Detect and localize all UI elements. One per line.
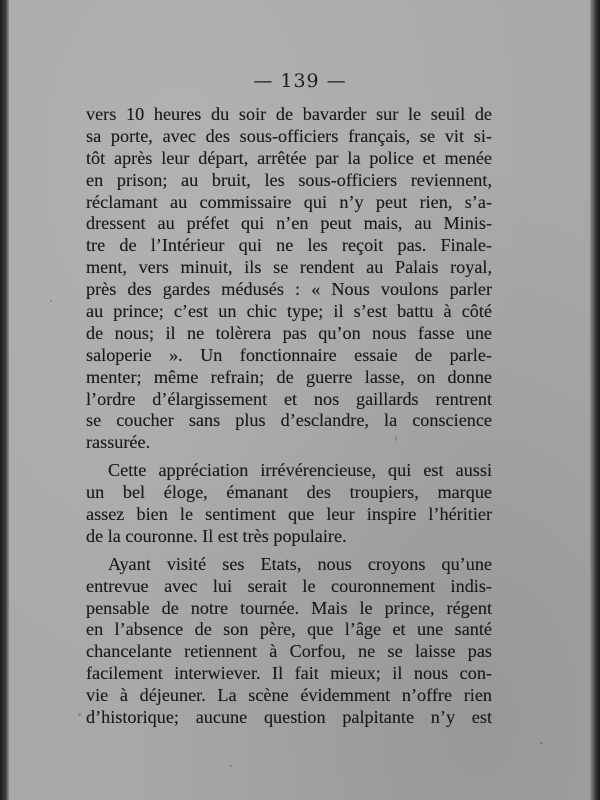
text-line: pensable de notre tournée. Mais le prince, régent	[86, 597, 492, 618]
text-line: se coucher sans plus d’esclandre, la conscience	[86, 410, 492, 431]
paper-speck	[395, 436, 397, 441]
page-right-shadow	[590, 0, 600, 800]
text-line: tôt après leur départ, arrêtée par la police et menée	[86, 147, 492, 168]
page-left-shadow	[0, 0, 9, 800]
body-text	[86, 104, 492, 729]
text-line: d’historique; aucune question palpitante n’y est	[86, 707, 492, 728]
text-line: Ayant visité ses Etats, nous croyons qu’une	[108, 553, 492, 574]
text-line: tre de l’Intérieur qui ne les reçoit pas. Finale-	[86, 235, 492, 256]
text-line: facilement interwiever. Il fait mieux; il nous con-	[86, 663, 492, 684]
text-line: sa porte, avec des sous-officiers français, se vit si-	[86, 125, 492, 146]
text-line: assez bien le sentiment que leur inspire l’héritier	[86, 504, 492, 525]
text-line: un bel éloge, émanant des troupiers, marque	[86, 482, 492, 503]
text-line: de nous; il ne tolèrera pas qu’on nous fasse une	[86, 322, 492, 343]
text-line: au prince; c’est un chic type; il s’est battu à côté	[86, 301, 492, 322]
text-line: en prison; au bruit, les sous-officiers reviennent,	[86, 169, 492, 190]
text-line: vie à déjeuner. La scène évidemment n’offre rien	[86, 685, 492, 706]
paper-speck	[78, 713, 81, 716]
text-line: vers 10 heures du soir de bavarder sur le seuil de	[86, 104, 492, 124]
text-line: chancelante retiennent à Corfou, ne se laisse pas	[86, 641, 492, 662]
paper-speck	[50, 300, 52, 302]
text-line: menter; même refrain; de guerre lasse, on donne	[86, 366, 492, 387]
text-line: de la couronne. Il est très populaire.	[86, 525, 347, 546]
text-line: réclamant au commissaire qui n’y peut rien, s’a-	[86, 191, 492, 212]
paper-speck	[540, 742, 543, 744]
text-line: Cette appréciation irrévérencieuse, qui est aussi	[108, 460, 492, 481]
page-number: — 139 —	[253, 70, 347, 92]
text-line: dressent au préfet qui n’en peut mais, au Minis-	[86, 213, 492, 234]
text-line: ment, vers minuit, ils se rendent au Palais royal,	[86, 257, 492, 278]
text-line: en l’absence de son père, que l’âge et une santé	[86, 619, 492, 640]
text-line: entrevue avec lui serait le couronnement indis-	[86, 575, 492, 596]
paper-speck	[230, 765, 232, 767]
text-line: rassurée.	[86, 432, 151, 453]
text-line: l’ordre d’élargissement et nos gaillards rentrent	[86, 388, 492, 409]
text-line: saloperie ». Un fonctionnaire essaie de parle-	[86, 344, 492, 365]
text-line: près des gardes médusés : « Nous voulons parler	[86, 279, 492, 300]
